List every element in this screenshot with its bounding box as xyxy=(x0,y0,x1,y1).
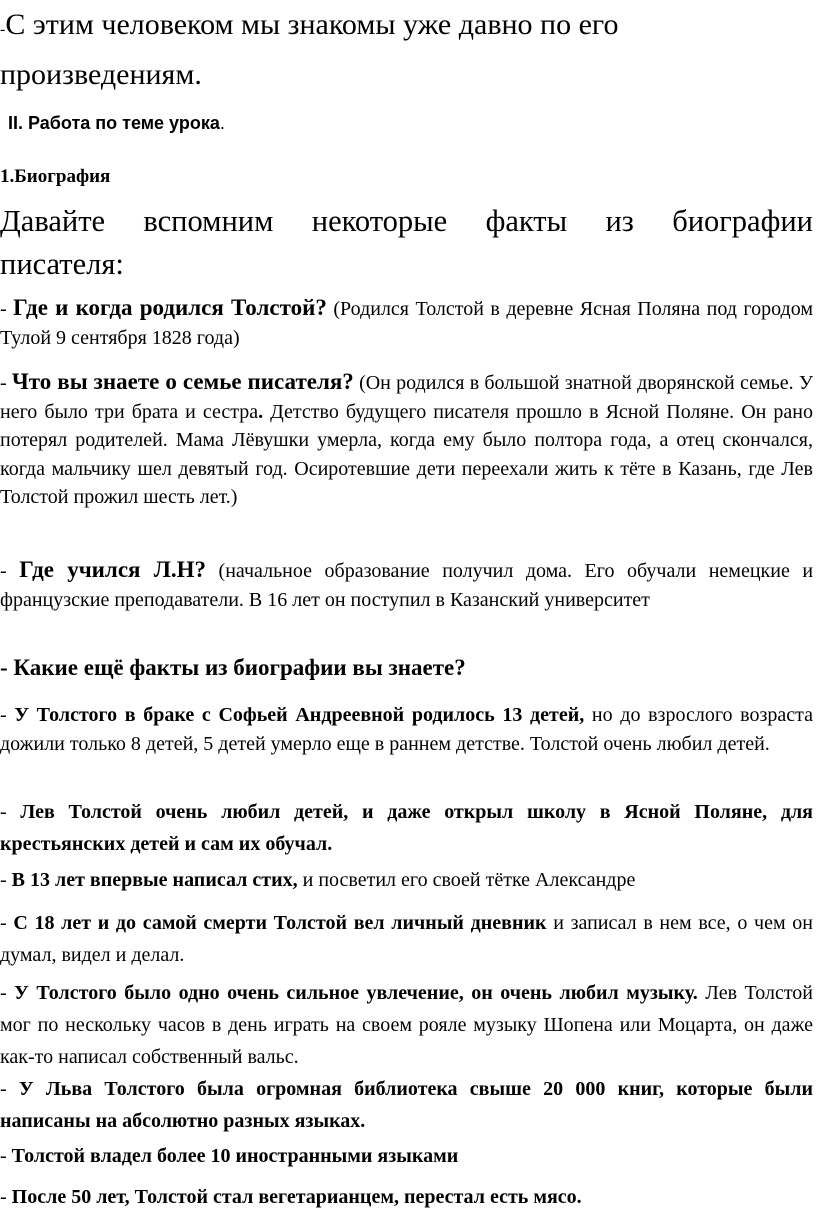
fact-bold-text: У Толстого в браке с Софьей Андреевной родилось 13 детей, xyxy=(6,704,585,726)
answer-text: (начальное образование получил дома. Его обучали немецкие и французские преподаватели. В 16 лет он поступил в Казанский университет xyxy=(0,560,814,611)
fact-paragraph xyxy=(0,907,813,971)
question-paragraph xyxy=(0,368,813,512)
question-dash: - xyxy=(0,560,7,582)
fact-dash: - xyxy=(0,704,7,726)
answer-text: Детство будущего писателя прошло в Ясной Поляне. Он рано потерял родителей. Мама Лёвушки умерла, когда ему было полтора года, а отец скончался, когда мальчику шел девятый год. Осиротевшие дети переехали жить к тёте в Казань, где Лев Толстой прожил шесть лет.) xyxy=(0,400,814,508)
fact-text: Лев Толстой мог по нескольку часов в день играть на своем рояле музыку Шопена или Моцарта, он даже как-то написал собственный вальс. xyxy=(0,982,814,1068)
fact-paragraph xyxy=(0,1142,813,1171)
section-period: . xyxy=(219,113,225,133)
fact-paragraph xyxy=(0,796,813,860)
fact-paragraph xyxy=(0,1183,813,1212)
fact-text: и посветил его своей тётке Александре xyxy=(297,869,636,891)
fact-bold-text: У Льва Толстого была огромная библиотека свыше 20 000 книг, которые были написаны на абсолютно разных языках. xyxy=(0,1078,813,1132)
lead-paragraph xyxy=(0,200,813,286)
subsection-heading xyxy=(0,164,813,190)
fact-dash: - xyxy=(0,801,7,823)
facts-heading-text: - Какие ещё факты из биографии вы знаете? xyxy=(0,655,466,680)
fact-dash: - xyxy=(0,912,7,934)
fact-text: и записал в нем все, о чем он думал, видел и делал. xyxy=(0,912,813,966)
fact-paragraph xyxy=(0,866,813,895)
subsection-title: 1.Биография xyxy=(0,166,111,187)
question-text: Где и когда родился Толстой? xyxy=(13,295,327,320)
question-paragraph xyxy=(0,556,813,614)
question-paragraph xyxy=(0,294,813,352)
fact-paragraph xyxy=(0,1073,813,1137)
fact-dash: - xyxy=(0,869,7,891)
question-text: Где учился Л.Н? xyxy=(19,557,207,582)
facts-heading xyxy=(0,653,813,683)
fact-dash: - xyxy=(0,1186,7,1208)
fact-bold-text: Лев Толстой очень любил детей, и даже открыл школу в Ясной Поляне, для крестьянских детей и сам их обучал. xyxy=(0,801,813,855)
fact-bold-text: В 13 лет впервые написал стих, xyxy=(6,869,298,891)
intro-text: С этим человеком мы знакомы уже давно по его произведениям. xyxy=(0,8,619,91)
fact-bold-text: С 18 лет и до самой смерти Толстой вел личный дневник xyxy=(6,912,547,934)
section-heading xyxy=(8,111,816,135)
question-text: Что вы знаете о семье писателя? xyxy=(11,369,354,394)
section-title: II. Работа по теме урока xyxy=(8,113,220,133)
intro-paragraph xyxy=(0,2,813,97)
lead-text: Давайте вспомним некоторые факты из биографии писателя: xyxy=(0,204,813,281)
answer-bold-period: . xyxy=(258,400,264,423)
intro-dash: - xyxy=(0,21,6,38)
fact-dash: - xyxy=(0,1078,7,1100)
fact-paragraph xyxy=(0,977,813,1073)
question-dash: - xyxy=(0,298,7,320)
fact-dash: - xyxy=(0,1145,7,1167)
fact-dash: - xyxy=(0,982,7,1004)
fact-paragraph xyxy=(0,701,813,758)
fact-bold-text: После 50 лет, Толстой стал вегетарианцем, перестал есть мясо. xyxy=(6,1186,582,1208)
fact-text: но до взрослого возраста дожили только 8 детей, 5 детей умерло еще в раннем детстве. Толстой очень любил детей. xyxy=(0,704,814,755)
question-dash: - xyxy=(0,372,7,394)
fact-bold-text: Толстой владел более 10 иностранными языками xyxy=(6,1145,459,1167)
fact-bold-text: У Толстого было одно очень сильное увлечение, он очень любил музыку. xyxy=(6,982,698,1004)
answer-text: (Родился Толстой в деревне Ясная Поляна под городом Тулой 9 сентября 1828 года) xyxy=(0,298,814,349)
answer-text: (Он родился в большой знатной дворянской семье. У него было три брата и сестра xyxy=(0,372,814,423)
